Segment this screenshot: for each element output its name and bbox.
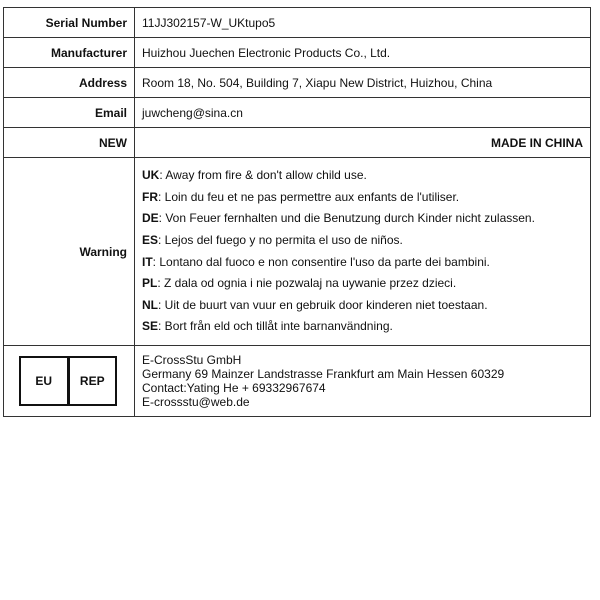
manufacturer-label: Manufacturer [4,38,135,68]
new-label: NEW [4,128,135,158]
eu-rep-email: E-crossstu@web.de [142,395,250,410]
rep-badge-text: REP [79,374,105,388]
warning-line-pl [142,273,583,295]
warning-row [4,158,591,346]
serial-number-row [4,8,591,38]
eu-rep-company: E-CrossStu GmbH [142,352,242,367]
warning-line-uk [142,165,583,187]
lang-code-it: IT [142,254,153,269]
lang-code-pl: PL [142,276,158,291]
eu-rep-details [135,346,591,417]
warning-text-it: : Lontano dal fuoco e non consentire l'uso da parte dei bambini. [152,254,490,269]
warning-line-nl [142,295,583,317]
warning-line-de [142,208,583,230]
address-label: Address [4,68,135,98]
warning-text-block [135,158,591,346]
email-row [4,98,591,128]
manufacturer-value: Huizhou Juechen Electronic Products Co., Ltd. [135,38,591,68]
eu-rep-address: Germany 69 Mainzer Landstrasse Frankfurt am Main Hessen 60329 [142,366,505,381]
made-in-china-text: MADE IN CHINA [135,128,591,158]
email-value: juwcheng@sina.cn [135,98,591,128]
lang-code-es: ES [142,232,159,247]
eu-rep-badge [19,356,117,406]
product-label-table [3,7,591,417]
lang-code-uk: UK [142,168,160,183]
warning-text-uk: : Away from fire & don't allow child use. [159,168,367,183]
eu-rep-badge-cell [4,346,135,417]
lang-code-se: SE [142,319,159,334]
warning-text-pl: : Z dala od ognia i nie pozwalaj na uywanie przez dzieci. [157,276,457,291]
warning-text-se: : Bort från eld och tillåt inte barnanvändning. [158,319,393,334]
address-row [4,68,591,98]
warning-label: Warning [4,158,135,346]
serial-number-value: 11JJ302157-W_UKtupo5 [135,8,591,38]
manufacturer-row [4,38,591,68]
warning-line-se [142,316,583,338]
warning-line-it [142,252,583,274]
eu-badge-text: EU [21,358,70,404]
address-value: Room 18, No. 504, Building 7, Xiapu New District, Huizhou, China [135,68,591,98]
eu-rep-contact: Contact:Yating He + 69332967674 [142,381,326,395]
warning-line-es [142,230,583,252]
warning-text-es: : Lejos del fuego y no permita el uso de niños. [158,232,403,247]
new-row [4,128,591,158]
serial-number-label: Serial Number [4,8,135,38]
warning-line-fr [142,187,583,209]
email-label: Email [4,98,135,128]
lang-code-nl: NL [142,297,158,312]
lang-code-fr: FR [142,189,158,204]
eu-rep-row [4,346,591,417]
warning-text-fr: : Loin du feu et ne pas permettre aux enfants de l'utiliser. [158,189,460,204]
lang-code-de: DE [142,211,159,226]
warning-text-de: : Von Feuer fernhalten und die Benutzung durch Kinder nicht zulassen. [158,211,535,226]
warning-text-nl: : Uit de buurt van vuur en gebruik door kinderen niet toestaan. [158,297,488,312]
